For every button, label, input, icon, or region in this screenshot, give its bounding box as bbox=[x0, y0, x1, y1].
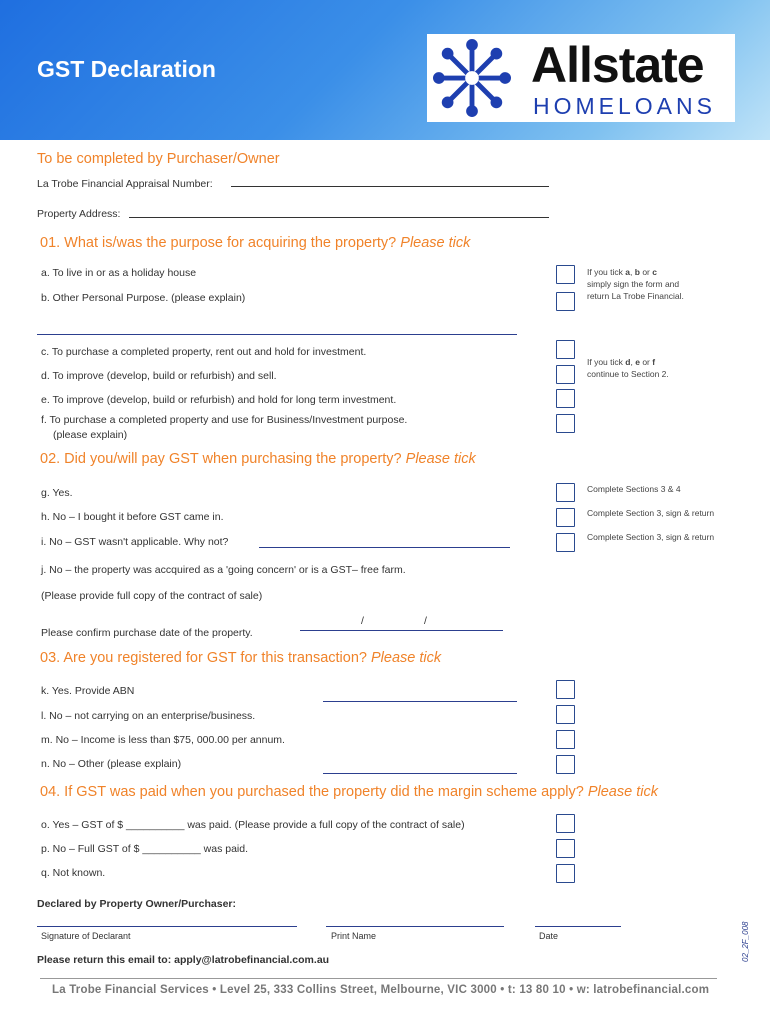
note-h: Complete Section 3, sign & return bbox=[587, 508, 715, 518]
note-def-d: d bbox=[625, 357, 631, 367]
option-n-label: n. No – Other (please explain) bbox=[41, 758, 182, 770]
note-abc-prefix: If you tick bbox=[587, 267, 623, 277]
note-abc-b: b bbox=[634, 267, 640, 277]
checkbox-d[interactable] bbox=[556, 365, 575, 384]
print-name-label: Print Name bbox=[331, 931, 377, 941]
note-def-prefix: If you tick bbox=[587, 357, 623, 367]
print-name-field[interactable] bbox=[326, 926, 504, 927]
checkbox-n[interactable] bbox=[556, 755, 575, 774]
note-i: Complete Section 3, sign & return bbox=[587, 532, 715, 542]
footer-divider bbox=[40, 978, 717, 979]
q1-tick-hint: Please tick bbox=[400, 235, 471, 251]
note-abc-line2: simply sign the form and bbox=[587, 279, 680, 289]
checkbox-m[interactable] bbox=[556, 730, 575, 749]
note-abc-a: a bbox=[625, 267, 631, 277]
note-def bbox=[587, 356, 669, 380]
note-abc bbox=[587, 266, 684, 302]
q3-heading-text: 03. Are you registered for GST for this transaction? bbox=[40, 650, 367, 666]
form-code: 02_2F_008 bbox=[741, 921, 750, 962]
note-abc-or: or bbox=[639, 267, 653, 277]
appraisal-number-label: La Trobe Financial Appraisal Number: bbox=[37, 178, 213, 190]
appraisal-number-field[interactable] bbox=[231, 186, 549, 187]
option-p-label: p. No – Full GST of $ __________ was paid. bbox=[41, 843, 249, 855]
purchase-date-label: Please confirm purchase date of the property. bbox=[41, 627, 253, 639]
logo-wordmark: Allstate bbox=[531, 37, 704, 93]
checkbox-a[interactable] bbox=[556, 265, 575, 284]
option-d-label: d. To improve (develop, build or refurbish) and sell. bbox=[41, 370, 277, 382]
footer-address: La Trobe Financial Services • Level 25, 333 Collins Street, Melbourne, VIC 3000 • t: 13 80 10 • w: latrobefinancial.com bbox=[52, 984, 710, 996]
option-f-label: f. To purchase a completed property and use for Business/Investment purpose. bbox=[41, 414, 408, 426]
option-e-label: e. To improve (develop, build or refurbish) and hold for long term investment. bbox=[41, 394, 397, 406]
checkbox-c[interactable] bbox=[556, 340, 575, 359]
option-g-label: g. Yes. bbox=[41, 487, 73, 499]
checkbox-h[interactable] bbox=[556, 508, 575, 527]
purchase-date-field[interactable] bbox=[300, 630, 503, 631]
option-i-label: i. No – GST wasn't applicable. Why not? bbox=[41, 536, 229, 548]
note-def-f: f bbox=[652, 357, 656, 367]
q2-tick-hint: Please tick bbox=[405, 451, 476, 467]
option-i-reason-field[interactable] bbox=[259, 547, 510, 548]
option-b-label: b. Other Personal Purpose. (please explain) bbox=[41, 292, 246, 304]
q2-heading-text: 02. Did you/will pay GST when purchasing the property? bbox=[40, 451, 402, 467]
checkbox-f[interactable] bbox=[556, 414, 575, 433]
declaration-heading: Declared by Property Owner/Purchaser: bbox=[37, 898, 236, 910]
option-a-label: a. To live in or as a holiday house bbox=[41, 267, 197, 279]
note-def-comma: , bbox=[630, 357, 633, 367]
abn-field[interactable] bbox=[323, 701, 517, 702]
date-field[interactable] bbox=[535, 926, 621, 927]
q3-heading bbox=[40, 650, 441, 666]
q3-tick-hint: Please tick bbox=[370, 650, 442, 666]
option-l-label: l. No – not carrying on an enterprise/business. bbox=[41, 710, 256, 722]
date-separator-2: / bbox=[424, 615, 427, 627]
date-label: Date bbox=[539, 931, 559, 941]
note-abc-line3: return La Trobe Financial. bbox=[587, 291, 684, 301]
option-h-label: h. No – I bought it before GST came in. bbox=[41, 511, 224, 523]
q1-heading-text: 01. What is/was the purpose for acquiring the property? bbox=[40, 235, 397, 251]
signature-field[interactable] bbox=[37, 926, 297, 927]
q4-heading-text: 04. If GST was paid when you purchased the property did the margin scheme apply? bbox=[40, 784, 584, 800]
logo-subtitle: HOMELOANS bbox=[533, 93, 716, 119]
q4-heading bbox=[40, 784, 658, 800]
q1-heading bbox=[40, 235, 470, 251]
checkbox-o[interactable] bbox=[556, 814, 575, 833]
note-def-or: or bbox=[639, 357, 653, 367]
note-abc-c: c bbox=[652, 267, 657, 277]
allstate-logo bbox=[427, 34, 735, 122]
return-email-text: Please return this email to: apply@latrobefinancial.com.au bbox=[37, 954, 330, 966]
checkbox-b[interactable] bbox=[556, 292, 575, 311]
checkbox-k[interactable] bbox=[556, 680, 575, 699]
note-def-line2: continue to Section 2. bbox=[587, 369, 669, 379]
owner-section-heading: To be completed by Purchaser/Owner bbox=[37, 151, 280, 167]
option-b-explain-field[interactable] bbox=[37, 334, 517, 335]
header-banner bbox=[0, 0, 770, 140]
property-address-label: Property Address: bbox=[37, 208, 121, 220]
checkbox-p[interactable] bbox=[556, 839, 575, 858]
note-abc-comma: , bbox=[630, 267, 633, 277]
option-n-explain-field[interactable] bbox=[323, 773, 517, 774]
star-burst-icon bbox=[433, 38, 511, 118]
checkbox-g[interactable] bbox=[556, 483, 575, 502]
option-k-label: k. Yes. Provide ABN bbox=[41, 685, 135, 697]
option-o-label: o. Yes – GST of $ __________ was paid. (Please provide a full copy of the contract of sale) bbox=[41, 819, 465, 831]
option-m-label: m. No – Income is less than $75, 000.00 per annum. bbox=[41, 734, 285, 746]
option-j-label: j. No – the property was accquired as a 'going concern' or is a GST– free farm. bbox=[41, 564, 406, 576]
checkbox-l[interactable] bbox=[556, 705, 575, 724]
checkbox-i[interactable] bbox=[556, 533, 575, 552]
page-title: GST Declaration bbox=[37, 56, 216, 82]
q2-heading bbox=[40, 451, 476, 467]
checkbox-q[interactable] bbox=[556, 864, 575, 883]
property-address-field[interactable] bbox=[129, 217, 549, 218]
q4-tick-hint: Please tick bbox=[587, 784, 658, 800]
option-f-explain-label: (please explain) bbox=[53, 429, 128, 441]
option-c-label: c. To purchase a completed property, rent out and hold for investment. bbox=[41, 346, 367, 358]
option-q-label: q. Not known. bbox=[41, 867, 106, 879]
note-g: Complete Sections 3 & 4 bbox=[587, 484, 681, 494]
note-def-e: e bbox=[635, 357, 640, 367]
date-separator-1: / bbox=[361, 615, 364, 627]
signature-label: Signature of Declarant bbox=[41, 931, 131, 941]
contract-note: (Please provide full copy of the contract of sale) bbox=[41, 590, 263, 602]
checkbox-e[interactable] bbox=[556, 389, 575, 408]
